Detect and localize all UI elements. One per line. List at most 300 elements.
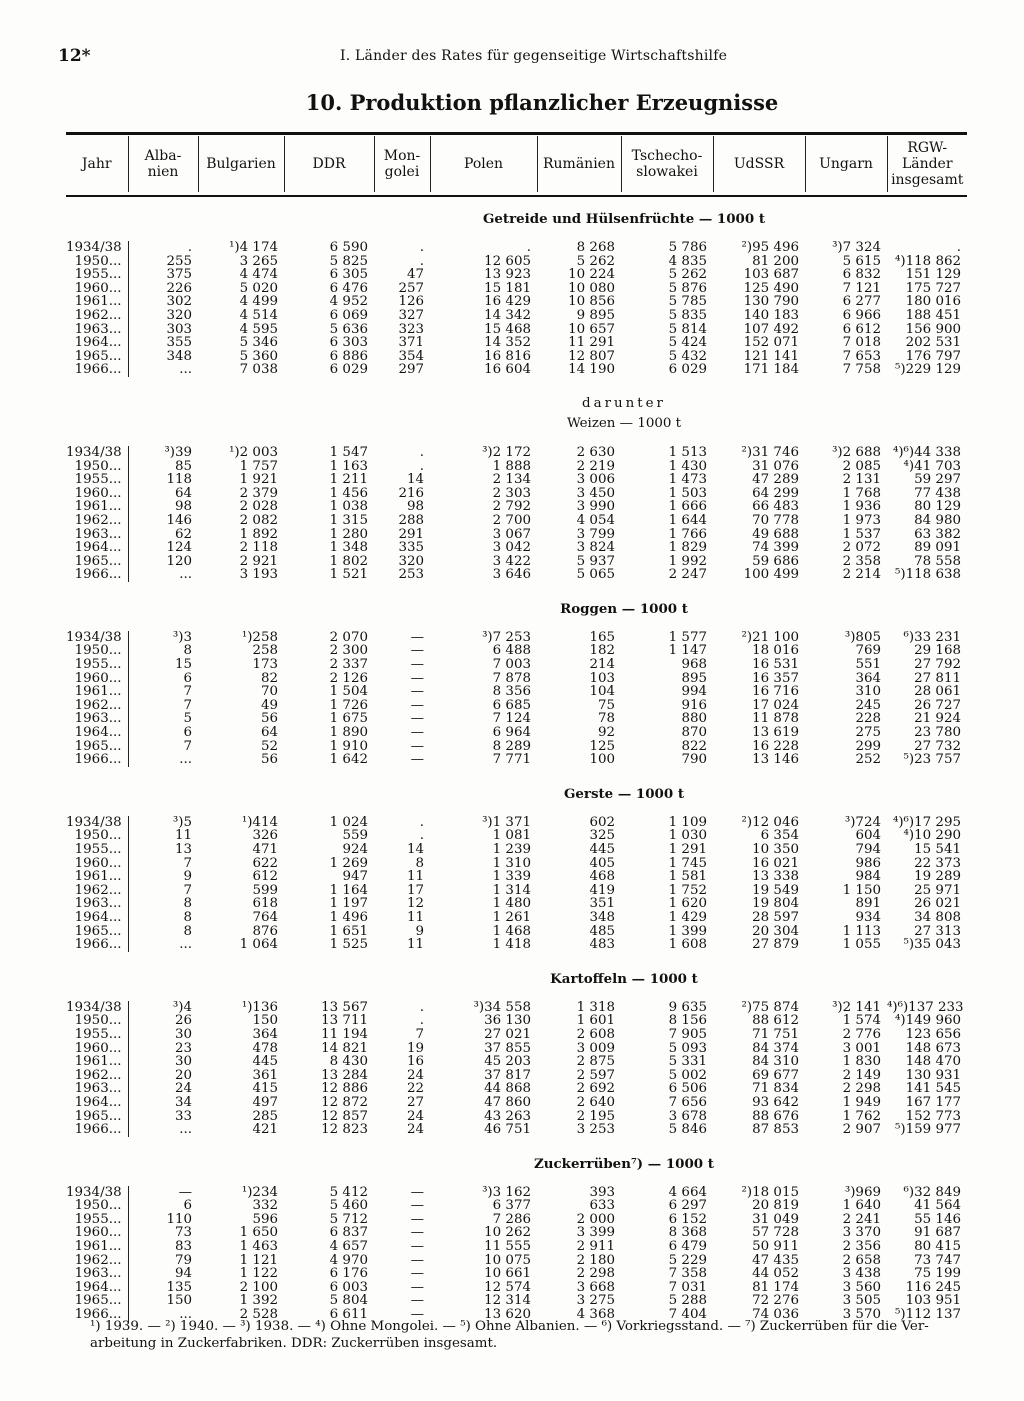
value-cell: 3 668 xyxy=(576,1279,615,1295)
value-cell: 11 291 xyxy=(568,335,615,351)
value-cell: ¹)414 xyxy=(241,814,278,830)
value-cell: 2 247 xyxy=(668,567,707,583)
value-cell: 7 758 xyxy=(842,362,881,378)
value-cell: 30 xyxy=(174,1026,192,1042)
value-cell: 891 xyxy=(855,896,881,912)
value-cell: 33 xyxy=(174,1108,192,1124)
value-cell: 1 642 xyxy=(329,752,368,768)
value-cell: 6 479 xyxy=(668,1239,707,1255)
value-cell: 880 xyxy=(681,711,707,727)
year-cell: 1962... xyxy=(66,699,128,713)
value-cell: 20 xyxy=(174,1067,192,1083)
value-cell: 419 xyxy=(589,882,615,898)
value-cell: 71 751 xyxy=(752,1026,799,1042)
year-cell: 1962... xyxy=(66,309,128,323)
value-cell: 100 xyxy=(589,752,615,768)
value-cell: 146 xyxy=(166,512,192,528)
value-cell: 151 129 xyxy=(905,267,961,283)
year-cell: 1960... xyxy=(66,672,128,686)
value-cell: 596 xyxy=(252,1211,278,1227)
value-cell: ²)21 100 xyxy=(741,629,799,645)
value-cell: 88 612 xyxy=(752,1013,799,1029)
value-cell: 16 604 xyxy=(484,362,531,378)
value-cell: 3 370 xyxy=(842,1225,881,1241)
year-cell: 1966... xyxy=(66,753,128,767)
value-cell: 1 269 xyxy=(329,855,368,871)
column-header: RGW- Länder insgesamt xyxy=(887,136,967,192)
value-cell: 5 846 xyxy=(668,1122,707,1138)
year-cell: 1955... xyxy=(66,1213,128,1227)
value-cell: 12 807 xyxy=(568,348,615,364)
value-cell: 10 080 xyxy=(568,280,615,296)
value-cell: 13 284 xyxy=(321,1067,368,1083)
value-cell: ⁵)35 043 xyxy=(903,937,961,953)
value-cell: — xyxy=(410,684,424,700)
value-cell: 27 879 xyxy=(752,937,799,953)
value-cell: 405 xyxy=(589,855,615,871)
value-cell: 1 651 xyxy=(329,923,368,939)
value-cell: 16 816 xyxy=(484,348,531,364)
value-cell: 421 xyxy=(252,1122,278,1138)
year-cell: 1965... xyxy=(66,1110,128,1124)
value-cell: 302 xyxy=(166,294,192,310)
value-cell: 148 673 xyxy=(905,1040,961,1056)
value-cell: 6 685 xyxy=(492,697,531,713)
value-cell: 769 xyxy=(855,643,881,659)
value-cell: ⁴)⁶)44 338 xyxy=(892,444,961,460)
value-cell: 49 xyxy=(260,697,278,713)
value-cell: 258 xyxy=(252,643,278,659)
year-cell: 1964... xyxy=(66,336,128,350)
value-cell: 7 771 xyxy=(492,752,531,768)
value-cell: 1 348 xyxy=(329,540,368,556)
table-row xyxy=(66,1028,967,1042)
value-cell: 13 620 xyxy=(484,1307,531,1323)
value-cell: 1 163 xyxy=(329,458,368,474)
value-cell: 43 263 xyxy=(484,1108,531,1124)
value-cell: 6 003 xyxy=(329,1279,368,1295)
year-cell: 1960... xyxy=(66,282,128,296)
table-row xyxy=(66,870,967,884)
value-cell: 3 560 xyxy=(842,1279,881,1295)
value-cell: 24 xyxy=(406,1108,424,1124)
column-header: Alba- nien xyxy=(128,136,198,192)
value-cell: 24 xyxy=(174,1081,192,1097)
section-table xyxy=(66,241,968,377)
value-cell: 130 790 xyxy=(743,294,799,310)
value-cell: 5 937 xyxy=(576,553,615,569)
value-cell: 1 109 xyxy=(668,814,707,830)
table-row xyxy=(66,644,967,658)
value-cell: 1 038 xyxy=(329,499,368,515)
value-cell: 2 300 xyxy=(329,643,368,659)
table-row xyxy=(66,1042,967,1056)
year-cell: 1962... xyxy=(66,884,128,898)
value-cell: 354 xyxy=(398,348,424,364)
value-cell: 45 203 xyxy=(484,1054,531,1070)
value-cell: ⁴)10 290 xyxy=(903,828,961,844)
value-cell: 1 608 xyxy=(668,937,707,953)
value-cell: 2 180 xyxy=(576,1252,615,1268)
value-cell: 15 xyxy=(174,657,192,673)
value-cell: 1 314 xyxy=(492,882,531,898)
year-cell: 1966... xyxy=(66,363,128,377)
value-cell: 107 492 xyxy=(743,321,799,337)
value-cell: ... xyxy=(179,1122,192,1138)
value-cell: 1 318 xyxy=(576,999,615,1015)
value-cell: 14 821 xyxy=(321,1040,368,1056)
value-cell: 152 773 xyxy=(905,1108,961,1124)
value-cell: — xyxy=(410,670,424,686)
value-cell: ³)7 253 xyxy=(482,629,531,645)
value-cell: — xyxy=(410,1252,424,1268)
value-cell: 1 399 xyxy=(668,923,707,939)
value-cell: 7 031 xyxy=(668,1279,707,1295)
value-cell: 790 xyxy=(681,752,707,768)
value-cell: 12 886 xyxy=(321,1081,368,1097)
value-cell: 8 xyxy=(183,643,192,659)
value-cell: 13 567 xyxy=(321,999,368,1015)
value-cell: 110 xyxy=(166,1211,192,1227)
value-cell: 947 xyxy=(342,869,368,885)
value-cell: 2 658 xyxy=(842,1252,881,1268)
value-cell: 559 xyxy=(342,828,368,844)
section-table xyxy=(66,816,968,952)
value-cell: 167 177 xyxy=(905,1094,961,1110)
value-cell: ²)18 015 xyxy=(741,1184,799,1200)
year-cell: 1955... xyxy=(66,658,128,672)
value-cell: 1 644 xyxy=(668,512,707,528)
value-cell: — xyxy=(410,1184,424,1200)
value-cell: 393 xyxy=(589,1184,615,1200)
value-cell: 1 949 xyxy=(842,1094,881,1110)
table-row xyxy=(66,631,967,645)
value-cell: 2 907 xyxy=(842,1122,881,1138)
year-cell: 1966... xyxy=(66,1308,128,1322)
value-cell: ⁴)⁶)17 295 xyxy=(892,814,961,830)
value-cell: 75 199 xyxy=(914,1266,961,1282)
value-cell: 5 786 xyxy=(668,240,707,255)
value-cell: 320 xyxy=(166,307,192,323)
value-cell: 6 354 xyxy=(760,828,799,844)
value-cell: 2 126 xyxy=(329,670,368,686)
year-cell: 1961... xyxy=(66,1240,128,1254)
year-cell: 1965... xyxy=(66,350,128,364)
year-cell: 1962... xyxy=(66,1069,128,1083)
value-cell: ¹)2 003 xyxy=(229,444,278,460)
value-cell: 7 121 xyxy=(842,280,881,296)
value-cell: 8 356 xyxy=(492,684,531,700)
year-cell: 1950... xyxy=(66,644,128,658)
value-cell: 22 373 xyxy=(914,855,961,871)
value-cell: 103 687 xyxy=(743,267,799,283)
column-header: UdSSR xyxy=(713,136,805,192)
value-cell: ⁵)112 137 xyxy=(895,1307,961,1323)
table-row xyxy=(66,1055,967,1069)
value-cell: 6 029 xyxy=(329,362,368,378)
value-cell: ³)724 xyxy=(844,814,881,830)
value-cell: 130 931 xyxy=(905,1067,961,1083)
value-cell: ³)5 xyxy=(172,814,192,830)
value-cell: 1 802 xyxy=(329,553,368,569)
section-table xyxy=(66,1001,968,1137)
value-cell: 291 xyxy=(398,526,424,542)
footnote-line: ¹) 1939. — ²) 1940. — ³) 1938. — ⁴) Ohne Mongolei. — ⁵) Ohne Albanien. — ⁶) Vorkriegsstand. — ⁷) Zuckerrüben für die Ver- xyxy=(90,1319,929,1334)
value-cell: 1 429 xyxy=(668,909,707,925)
value-cell: 1 239 xyxy=(492,842,531,857)
value-cell: 34 xyxy=(174,1094,192,1110)
value-cell: 103 xyxy=(589,670,615,686)
value-cell: 1 752 xyxy=(668,882,707,898)
value-cell: 1 030 xyxy=(668,828,707,844)
value-cell: 2 000 xyxy=(576,1211,615,1227)
value-cell: 2 792 xyxy=(492,499,531,515)
value-cell: 165 xyxy=(589,629,615,645)
value-cell: 98 xyxy=(174,499,192,515)
value-cell: 64 xyxy=(174,485,192,501)
value-cell: 125 490 xyxy=(743,280,799,296)
year-cell: 1965... xyxy=(66,925,128,939)
table-row xyxy=(66,685,967,699)
value-cell: ⁴)41 703 xyxy=(903,458,961,474)
value-cell: 1 757 xyxy=(239,458,278,474)
value-cell: 228 xyxy=(855,711,881,727)
table-row xyxy=(66,658,967,672)
value-cell: 14 xyxy=(406,472,424,488)
value-cell: 69 677 xyxy=(752,1067,799,1083)
value-cell: 1 024 xyxy=(329,814,368,830)
value-cell: 8 xyxy=(183,909,192,925)
value-cell: ³)2 688 xyxy=(832,444,881,460)
value-cell: 30 xyxy=(174,1054,192,1070)
value-cell: 2 131 xyxy=(842,472,881,488)
value-cell: 100 499 xyxy=(743,567,799,583)
value-cell: 599 xyxy=(252,882,278,898)
value-cell: — xyxy=(178,1184,192,1200)
table-row xyxy=(66,363,967,377)
value-cell: 16 429 xyxy=(484,294,531,310)
value-cell: 6 837 xyxy=(329,1225,368,1241)
table-row xyxy=(66,740,967,754)
table-row xyxy=(66,541,967,555)
value-cell: 7 xyxy=(183,882,192,898)
value-cell: 986 xyxy=(855,855,881,871)
column-header: DDR xyxy=(284,136,374,192)
value-cell: 1 513 xyxy=(668,444,707,460)
value-cell: 47 xyxy=(406,267,424,283)
value-cell: 2 082 xyxy=(239,512,278,528)
value-cell: 2 597 xyxy=(576,1067,615,1083)
table-row xyxy=(66,925,967,939)
value-cell: 12 823 xyxy=(321,1122,368,1138)
value-cell: 1 310 xyxy=(492,855,531,871)
year-cell: 1963... xyxy=(66,323,128,337)
table-row xyxy=(66,712,967,726)
value-cell: 2 911 xyxy=(576,1239,615,1255)
value-cell: 4 970 xyxy=(329,1252,368,1268)
value-cell: ⁶)33 231 xyxy=(903,629,961,645)
year-cell: 1966... xyxy=(66,1123,128,1137)
value-cell: — xyxy=(410,1307,424,1323)
value-cell: 180 016 xyxy=(905,294,961,310)
year-cell: 1934/38 xyxy=(66,1186,128,1200)
value-cell: ³)2 141 xyxy=(832,999,881,1015)
value-cell: — xyxy=(410,1266,424,1282)
value-cell: 1 762 xyxy=(842,1108,881,1124)
value-cell: 1 280 xyxy=(329,526,368,542)
value-cell: ³)39 xyxy=(164,444,192,460)
value-cell: 59 297 xyxy=(914,472,961,488)
value-cell: 4 952 xyxy=(329,294,368,310)
year-cell: 1934/38 xyxy=(66,816,128,830)
table-row xyxy=(66,1096,967,1110)
value-cell: 11 555 xyxy=(484,1239,531,1255)
value-cell: ... xyxy=(179,937,192,953)
value-cell: 77 438 xyxy=(914,485,961,501)
section-title: Kartoffeln — 1000 t xyxy=(550,970,698,987)
year-cell: 1963... xyxy=(66,1267,128,1281)
year-cell: 1963... xyxy=(66,1082,128,1096)
value-cell: 6 277 xyxy=(842,294,881,310)
value-cell: 1 150 xyxy=(842,882,881,898)
table-row xyxy=(66,309,967,323)
year-cell: 1955... xyxy=(66,1028,128,1042)
value-cell: 3 422 xyxy=(492,553,531,569)
value-cell: 19 804 xyxy=(752,896,799,912)
value-cell: . xyxy=(419,444,424,460)
value-cell: 4 835 xyxy=(668,253,707,269)
value-cell: 56 xyxy=(260,752,278,768)
section-title: Gerste — 1000 t xyxy=(563,785,685,802)
year-cell: 1955... xyxy=(66,473,128,487)
value-cell: 2 640 xyxy=(576,1094,615,1110)
value-cell: 84 980 xyxy=(914,512,961,528)
value-cell: ⁵)229 129 xyxy=(895,362,961,378)
value-cell: . xyxy=(419,458,424,474)
value-cell: 8 xyxy=(183,896,192,912)
value-cell: ⁴)⁶)137 233 xyxy=(887,999,964,1015)
value-cell: 1 113 xyxy=(842,923,881,939)
value-cell: 188 451 xyxy=(905,307,961,323)
value-cell: 1 147 xyxy=(668,643,707,659)
value-cell: 3 505 xyxy=(842,1293,881,1309)
value-cell: 214 xyxy=(589,657,615,673)
value-cell: 150 xyxy=(252,1013,278,1029)
value-cell: 13 146 xyxy=(752,752,799,768)
value-cell: 156 900 xyxy=(905,321,961,337)
value-cell: 3 399 xyxy=(576,1225,615,1241)
value-cell: . xyxy=(526,240,531,255)
value-cell: 23 xyxy=(174,1040,192,1056)
value-cell: 7 286 xyxy=(492,1211,531,1227)
value-cell: 7 124 xyxy=(492,711,531,727)
value-cell: . xyxy=(419,828,424,844)
value-cell: 78 558 xyxy=(914,553,961,569)
value-cell: 7 656 xyxy=(668,1094,707,1110)
value-cell: 3 990 xyxy=(576,499,615,515)
value-cell: 73 xyxy=(174,1225,192,1241)
value-cell: 16 716 xyxy=(752,684,799,700)
value-cell: 2 028 xyxy=(239,499,278,515)
value-cell: 1 525 xyxy=(329,937,368,953)
value-cell: 59 686 xyxy=(752,553,799,569)
value-cell: 14 190 xyxy=(568,362,615,378)
value-cell: 44 052 xyxy=(752,1266,799,1282)
value-cell: 10 075 xyxy=(484,1252,531,1268)
value-cell: 2 298 xyxy=(842,1081,881,1097)
value-cell: 1 620 xyxy=(668,896,707,912)
value-cell: 468 xyxy=(589,869,615,885)
value-cell: 120 xyxy=(166,553,192,569)
value-cell: 5 331 xyxy=(668,1054,707,1070)
value-cell: ... xyxy=(179,567,192,583)
year-cell: 1963... xyxy=(66,712,128,726)
value-cell: ³)2 172 xyxy=(482,444,531,460)
value-cell: 25 971 xyxy=(914,882,961,898)
value-cell: 5 615 xyxy=(842,253,881,269)
value-cell: 445 xyxy=(252,1054,278,1070)
section-title: Roggen — 1000 t xyxy=(560,600,688,617)
value-cell: 14 342 xyxy=(484,307,531,323)
value-cell: 29 168 xyxy=(914,643,961,659)
value-cell: ³)34 558 xyxy=(473,999,531,1015)
value-cell: 94 xyxy=(174,1266,192,1282)
value-cell: 7 xyxy=(183,684,192,700)
table-row xyxy=(66,816,967,830)
value-cell: 2 214 xyxy=(842,567,881,583)
value-cell: 1 888 xyxy=(492,458,531,474)
value-cell: 3 009 xyxy=(576,1040,615,1056)
value-cell: 31 049 xyxy=(752,1211,799,1227)
value-cell: 551 xyxy=(855,657,881,673)
value-cell: 1 315 xyxy=(329,512,368,528)
value-cell: ... xyxy=(179,752,192,768)
year-cell: 1964... xyxy=(66,911,128,925)
value-cell: 2 608 xyxy=(576,1026,615,1042)
year-cell: 1961... xyxy=(66,685,128,699)
year-cell: 1963... xyxy=(66,897,128,911)
table-row xyxy=(66,911,967,925)
value-cell: ¹)4 174 xyxy=(229,240,278,255)
value-cell: 6 966 xyxy=(842,307,881,323)
value-cell: 1 992 xyxy=(668,553,707,569)
table-row xyxy=(66,255,967,269)
value-cell: 3 042 xyxy=(492,540,531,556)
value-cell: 1 291 xyxy=(668,842,707,857)
value-cell: 175 727 xyxy=(905,280,961,296)
value-cell: 253 xyxy=(398,567,424,583)
value-cell: 984 xyxy=(855,869,881,885)
value-cell: 604 xyxy=(855,828,881,844)
value-cell: 92 xyxy=(597,725,615,741)
value-cell: 81 200 xyxy=(752,253,799,269)
value-cell: 622 xyxy=(252,855,278,871)
value-cell: 8 xyxy=(183,923,192,939)
value-cell: ⁴)118 862 xyxy=(895,253,961,269)
value-cell: 1 768 xyxy=(842,485,881,501)
value-cell: 5 360 xyxy=(239,348,278,364)
value-cell: 1 666 xyxy=(668,499,707,515)
value-cell: 124 xyxy=(166,540,192,556)
value-cell: 6 069 xyxy=(329,307,368,323)
value-cell: 62 xyxy=(174,526,192,542)
value-cell: 12 574 xyxy=(484,1279,531,1295)
value-cell: 326 xyxy=(252,828,278,844)
table-row xyxy=(66,1186,967,1200)
value-cell: 257 xyxy=(398,280,424,296)
value-cell: 19 549 xyxy=(752,882,799,898)
value-cell: 252 xyxy=(855,752,881,768)
